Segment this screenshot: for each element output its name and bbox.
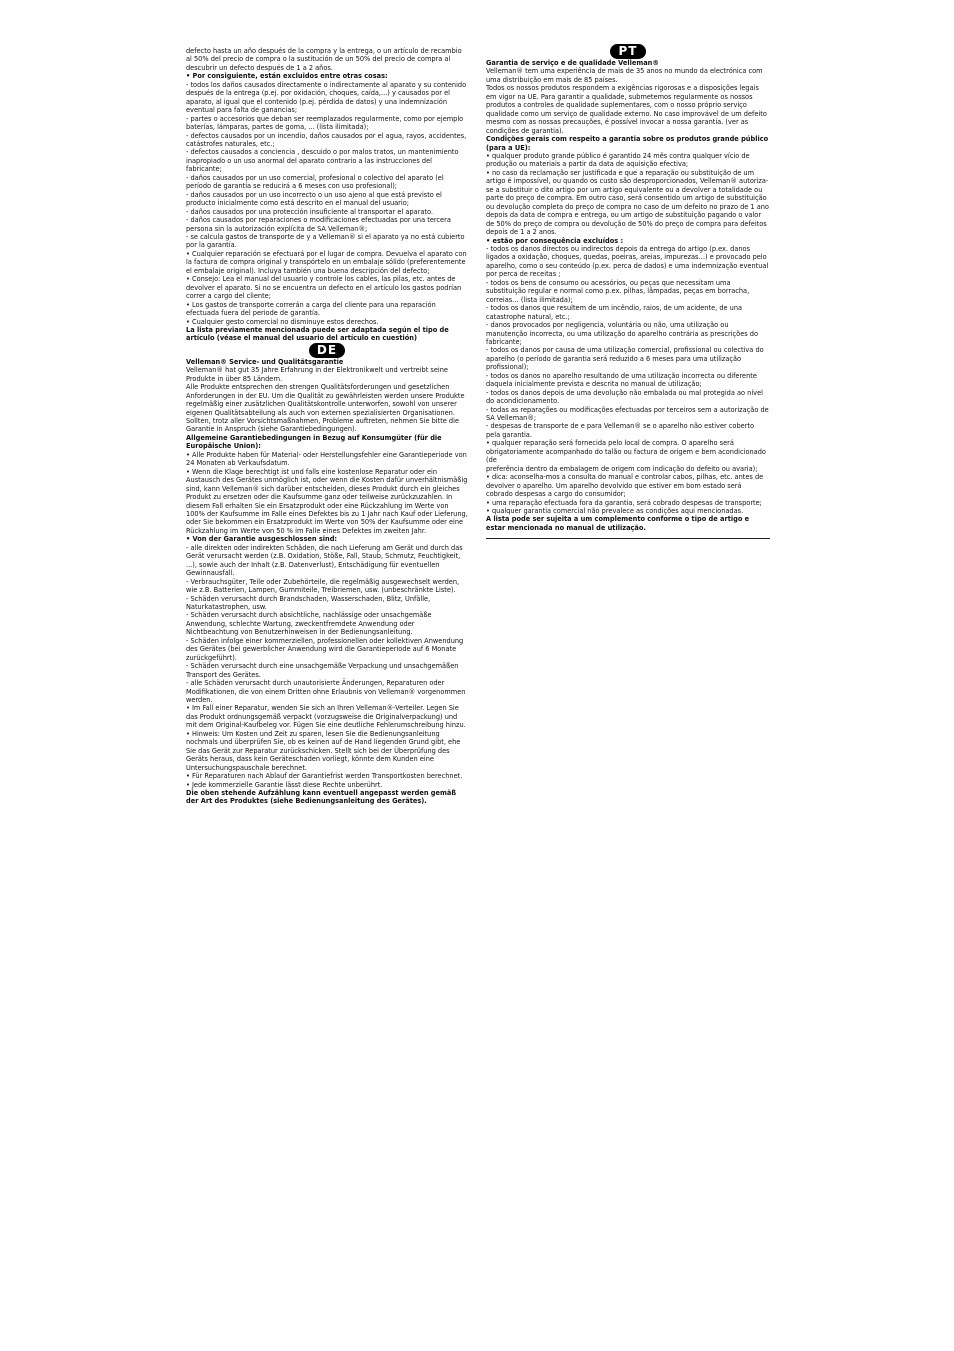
list-item: • qualquer reparação será fornecida pelo local de compra. O aparelho será obrigatoriamente acompanhado do talão ou factura de origem e bem acondicionado (de preferência dentro da embalagem de origem com indicação do defeito ou avaria); — [486, 439, 766, 473]
list-item: - todos os bens de consumo ou acessórios, ou peças que necessitam uma substituição regular e normal como p.ex. pilhas, lâmpadas, peças em borracha, correias… (lista ilimitada); — [486, 278, 752, 304]
list-item: - todos os danos por causa de uma utilização comercial, profissional ou colectiva do aparelho (o período de garantia será reduzido a 6 meses para uma utilização profissional); — [486, 346, 766, 372]
list-item: • Alle Produkte haben für Material- oder Herstellungsfehler eine Garantieperiode von 24 Monaten ab Verkaufsdatum. — [186, 450, 469, 468]
list-item: - todos os danos que resultem de um incêndio, raios, de um acidente, de una catastrophe natural, etc.; — [486, 304, 745, 321]
pt-note: A lista pode ser sujeita a um complemento conforme o tipo de artigo e estar mencionada no manual de utilização. — [486, 515, 752, 532]
pt-exclusions-heading: • estão por consequência excluídos : — [486, 236, 624, 245]
list-item: - todos los daños causados directamente o indirectamente al aparato y su contenido después de la entrega (p.ej. por oxidación, choques, caída,...) y causados por el aparato, al igual que el contenido (p.ej. pérdida de datos) y una indemnización eventual para falta de ganancias; — [186, 80, 469, 115]
de-conditions-list — [186, 451, 468, 536]
list-item: • qualquer garantia comercial não prevalece as condições aqui mencionadas. — [486, 507, 744, 516]
list-item: - Verbrauchsgüter, Teile oder Zubehörteile, die regelmäßig ausgewechselt werden, wie z.B. Batterien, Lampen, Gummiteile, Treibriemen, usw. (unbeschränkte Liste). — [186, 577, 462, 595]
list-item: - alle Schäden verursacht durch unautorisierte Änderungen, Reparaturen oder Modifikationen, die von einem Dritten ohne Erlaubnis von Velleman® vorgenommen werden. — [186, 679, 468, 704]
list-item: • Wenn die Klage berechtigt ist und falls eine kostenlose Reparatur oder ein Austausch des Gerätes unmöglich ist, oder wenn die Kosten dafür unverhältnismäßig sind, kann Velleman® sich darüber entscheiden, dieses Produkt durch ein gleiches Produkt zu ersetzen oder die Kaufsumme ganz oder teilweise zurückzuzahlen. In diesem Fall erhalten Sie ein Ersatzprodukt oder eine Rückzahlung im Werte von 100% der Kaufsumme im Falle eines Defektes bis zu 1 Jahr nach Kauf oder Lieferung, oder Sie bekommen ein Ersatzprodukt im Werte von 50% der Kaufsumme oder eine Rückzahlung im Werte von 50 % im Falle eines Defektes im zweiten Jahr. — [186, 467, 470, 535]
es-exclusions-heading: • Por consiguiente, están excluidos entre otras cosas: — [186, 72, 388, 81]
list-item: • Cualquier reparación se efectuará por el lugar de compra. Devuelva el aparato con la factura de compra original y transpórtelo en un embalaje sólido (preferentemente el embalaje original). Incluya también una buena descripción del defecto; — [186, 249, 469, 275]
pt-conditions-list — [486, 152, 770, 237]
right-column — [486, 44, 770, 539]
list-item: - todos os danos depois de uma devolução não embalada ou mal protegida ao nível do acondicionamento. — [486, 388, 766, 406]
list-item: • dica: aconselha-mos a consulta do manual e controlar cabos, pilhas, etc. antes de devolver o aparelho. Um aparelho devolvido que estiver em bom estado será cobrado despesas a cargo do consumidor; — [486, 473, 764, 499]
list-item: • uma reparação efectuada fora da garantia, será cobrado despesas de transporte; — [486, 498, 762, 507]
es-exclusions-list — [186, 81, 468, 326]
list-item: - todas as reparações ou modificações efectuadas por terceiros sem a autorização de SA Velleman®; — [486, 405, 771, 423]
list-item: - alle direkten oder indirekten Schäden, die nach Lieferung am Gerät und durch das Gerät verursacht werden (z.B. Oxidation, Stöße, Fall, Staub, Schmutz, Feuchtigkeit, ...), sowie auch der Inhalt (z.B. Datenverlust), Entschädigung für eventuellen Gewinnausfall. — [186, 543, 465, 578]
pt-exclusions-list — [486, 245, 770, 516]
list-item: - defectos causados por un incendio, daños causados por el agua, rayos, accidentes, catástrofes naturales, etc.; — [186, 131, 469, 148]
list-item: • no caso da reclamação ser justificada e que a reparação ou substituição de um artigo é impossível, ou quando os custo são desproporcionados, Velleman® autoriza-se a substituir o dito artigo por um artigo equivalente ou a devolver a totalidade ou parte do preço de compra. Em outro caso, será consentido um artigo de substituição ou devolução completa do preço de compra no caso de um defeito no prazo de 1 ano depois da data de compra e entrega, ou um artigo de substituição pagando o valor de 50% do preço de compra ou devolução de 50% do preço de compra para defeitos depois de 1 a 2 anos. — [486, 168, 772, 237]
list-item: - danos provocados por negligencia, voluntária ou não, uma utilização ou manutenção incorrecta, ou uma utilização do aparelho contrária as prescrições do fabricante; — [486, 321, 761, 346]
de-exclusions-heading: • Von der Garantie ausgeschlossen sind: — [186, 535, 338, 544]
list-item: • Für Reparaturen nach Ablauf der Garantiefrist werden Transportkosten berechnet. — [186, 772, 463, 781]
list-item: - Schäden verursacht durch absichtliche, nachlässige oder unsachgemäße Anwendung, schlechte Wartung, zweckentfremdete Anwendung oder Nichtbeachtung von Benutzerhinweisen in der Bedienungsanleitung. — [186, 611, 434, 637]
left-column — [186, 47, 468, 806]
es-intro — [186, 47, 468, 72]
list-item: - partes o accesorios que deban ser reemplazados regularmente, como por ejemplo baterías, lámparas, partes de goma, ... (lista ilimitada); — [186, 114, 466, 132]
list-item: • Im Fall einer Reparatur, wenden Sie sich an Ihren Velleman®-Verteiler. Legen Sie das Produkt ordnungsgemäß verpackt (vorzugsweise die Originalverpackung) und mit dem Original-Kaufbeleg vor. Fügen Sie eine deutliche Fehlerumschreibung hinzu. — [186, 704, 466, 730]
list-item: - defectos causados a conciencia , descuido o por malos tratos, un mantenimiento inapropiado o un uso anormal del aparato contrario a las instrucciones del fabricante; — [186, 148, 461, 174]
list-item: - despesas de transporte de e para Velleman® se o aparelho não estiver coberto pela garantia. — [486, 422, 757, 439]
de-exclusions-list — [186, 544, 468, 789]
list-item: - daños causados por un uso comercial, profesional o colectivo del aparato (el período de garantía se reducirá a 6 meses con uso profesional); — [186, 173, 446, 191]
list-item: - daños causados por una protección insuficiente al transportar el aparato. — [186, 207, 433, 216]
pt-language-badge: PT — [610, 44, 646, 59]
list-item: • Consejo: Lea el manual del usuario y controle los cables, las pilas, etc. antes de devolver el aparato. Si no se encuentra un defecto en el artículo los gastos podrían correr a cargo del cliente; — [186, 275, 464, 301]
de-note: Die oben stehende Aufzählung kann eventuell angepasst werden gemäß der Art des Produktes (siehe Bedienungsanleitung des Gerätes). — [186, 788, 459, 806]
list-item: • Los gastos de transporte correrán a carga del cliente para una reparación efectuada fuera del periode de garantía. — [186, 300, 438, 318]
pt-intro: Velleman® tem uma experiência de mais de 35 anos no mundo da electrónica com uma distribuição em mais de 85 países. Todos os nossos produtos respondem a exigências rigorosas e a disposições legais em vigor na UE. Para garantir a qualidade, submetemos regularmente os nossos produtos a controles de qualidade suplementares, com o nosso próprio serviço qualidade como um serviço de qualidade externo. No caso improvável de um defeito mesmo com as nossas precauções, é possível invocar a nossa garantia. (ver as condições de garantia). — [486, 67, 767, 135]
list-item: • Jede kommerzielle Garantie lässt diese Rechte unberührt. — [186, 780, 383, 789]
de-title: Velleman® Service- und Qualitätsgarantie — [186, 357, 344, 366]
list-item: • Hinweis: Um Kosten und Zeit zu sparen, lesen Sie die Bedienungsanleitung nochmals und überprüfen Sie, ob es keinen auf de Hand liegenden Grund gibt, ehe Sie das Gerät zur Reparatur zurückschicken. Stellt sich bei der Überprüfung des Geräts heraus, dass kein Geräteschaden vorliegt, könnte dem Kunden eine Untersuchungspauschale berechnet. — [186, 729, 463, 772]
list-item: - Schäden verursacht durch Brandschaden, Wasserschaden, Blitz, Unfälle, Naturkatastrophen, usw. — [186, 594, 433, 611]
list-item: - todos os danos directos ou indirectos depois da entrega do artigo (p.ex. danos ligados a oxidação, choques, quedas, poeiras, areias, impurezas…) e provocado pelo aparelho, como o seu conteúdo (p.ex. perca de dados) e uma indemnização eventual por perca de receitas ; — [486, 244, 771, 279]
es-note: La lista previamente mencionada puede ser adaptada según el tipo de artículo (véase el manual del usuario del artículo en cuestión) — [186, 325, 452, 343]
list-item: - todos os danos no aparelho resultando de uma utilização incorrecta ou diferente daquela inicialmente prevista e descrita no manual de utilização; — [486, 371, 760, 389]
list-item: - se calcula gastos de transporte de y a Velleman® si el aparato ya no está cubierto por la garantía. — [186, 232, 467, 250]
list-item: - daños causados por reparaciones o modificaciones efectuadas por una tercera persona sin la autorización explícita de SA Velleman®; — [186, 216, 453, 233]
list-item: • qualquer produto grande público é garantido 24 mês contra qualquer vício de produção ou materiais a partir da data de aquisição efectiva; — [486, 151, 752, 169]
de-intro: Velleman® hat gut 35 Jahre Erfahrung in der Elektronikwelt und vertreibt seine Produkte in über 85 Ländern. Alle Produkte entsprechen den strengen Qualitätsforderungen und gesetzlichen Anforderungen in der EU. Um die Qualität zu gewährleisten werden unsere Produkte regelmäßig einer zusätzlichen Qualitätskontrolle unterworfen, sowohl von unserer eigenen Qualitätsabteilung als auch von externen spezialisierten Organisationen. Sollten, trotz aller Vorsichtsmaßnahmen, Probleme auftreten, nehmen Sie bitte die Garantie in Anspruch (siehe Garantiebedingungen). — [186, 366, 465, 434]
list-item: - Schäden verursacht durch eine unsachgemäße Verpackung und unsachgemäßen Transport des Gerätes. — [186, 662, 461, 679]
pt-title: Garantia de serviço e de qualidade Velleman® — [486, 59, 659, 67]
section-divider — [486, 538, 770, 539]
list-item: defecto hasta un año después de la compra y la entrega, o un artículo de recambio al 50% del precio de compra o la sustitución de un 50% del precio de compra al descubrir un defecto después de 1 a 2 años. — [186, 47, 464, 72]
list-item: - daños causados por un uso incorrecto o un uso ajeno al que está previsto el producto inicialmente como está descrito en el manual del usuario; — [186, 190, 444, 208]
de-conditions-heading: Allgemeine Garantiebedingungen in Bezug auf Konsumgüter (für die Europäische Union): — [186, 433, 444, 451]
pt-conditions-heading: Condições gerais com respeito a garantia sobre os produtos grande público (para a UE): — [486, 135, 771, 152]
de-language-badge: DE — [309, 343, 345, 358]
list-item: • Cualquier gesto comercial no disminuye estos derechos. — [186, 317, 379, 326]
list-item: - Schäden infolge einer kommerziellen, professionellen oder kollektiven Anwendung des Gerätes (bei gewerblicher Anwendung wird die Garantieperiode auf 6 Monate zurückgeführt). — [186, 636, 466, 662]
